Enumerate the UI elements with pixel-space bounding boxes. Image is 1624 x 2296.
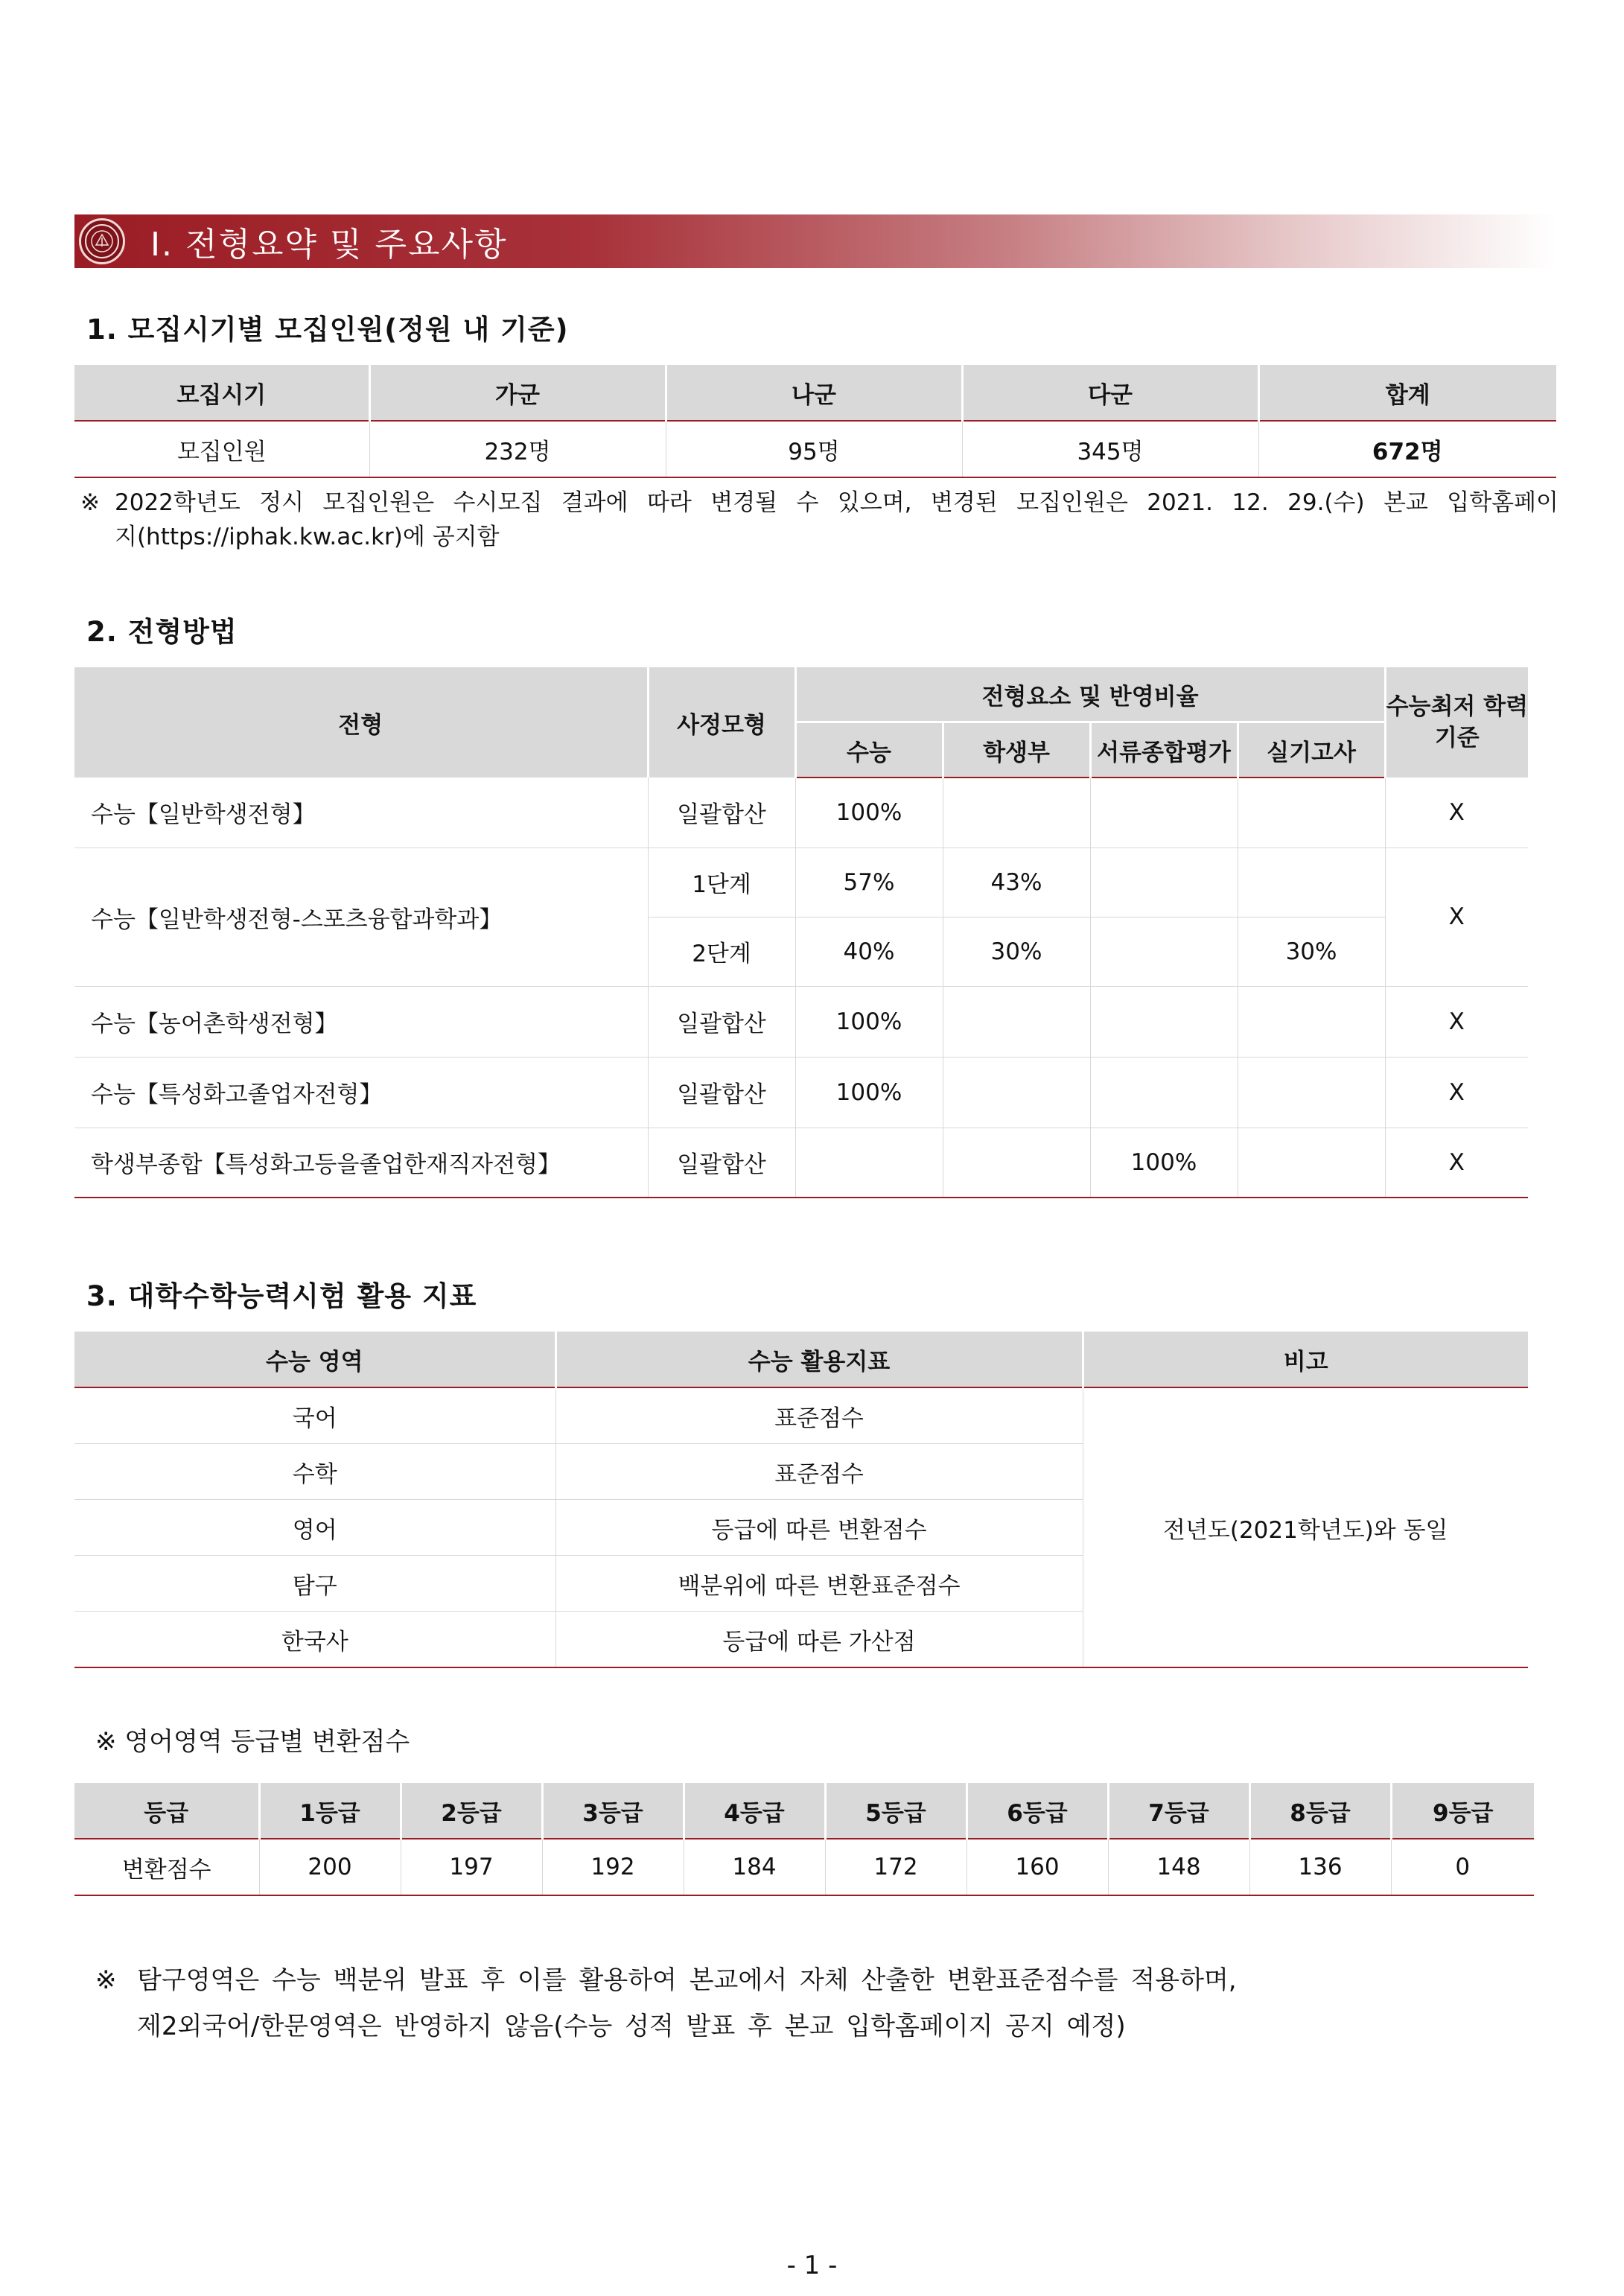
- header-cell: 5등급: [825, 1783, 967, 1839]
- table-cell: 백분위에 따른 변환표준점수: [555, 1556, 1083, 1612]
- header-docs: 서류종합평가: [1090, 722, 1238, 778]
- header-cell: 다군: [962, 365, 1258, 421]
- table-cell: [1238, 1057, 1385, 1128]
- table-cell: 표준점수: [555, 1444, 1083, 1500]
- header-minimum: 수능최저 학력기준: [1385, 667, 1528, 777]
- table-cell: 수학: [74, 1444, 555, 1500]
- table-cell: 40%: [795, 917, 943, 986]
- table-cell: 172: [825, 1839, 967, 1895]
- table-cell: 모집인원: [74, 421, 369, 477]
- table-cell: [943, 1128, 1090, 1198]
- table-cell: 136: [1249, 1839, 1391, 1895]
- table-row: [74, 848, 1528, 917]
- table-cell: [1238, 777, 1385, 848]
- header-cell: 가군: [369, 365, 666, 421]
- table-cell: 일괄합산: [648, 986, 795, 1057]
- header-cell: 8등급: [1249, 1783, 1391, 1839]
- table-cell: [943, 777, 1090, 848]
- table-cell: X: [1385, 1057, 1528, 1128]
- banner-title: Ⅰ. 전형요약 및 주요사항: [150, 226, 508, 264]
- table-cell: [943, 986, 1090, 1057]
- header-elements: 전형요소 및 반영비율: [795, 667, 1385, 722]
- header-cell: 6등급: [967, 1783, 1108, 1839]
- table-cell: 148: [1108, 1839, 1249, 1895]
- table-cell: X: [1385, 777, 1528, 848]
- note-line: 지(https://iphak.kw.ac.kr)에 공지함: [115, 524, 500, 550]
- table-row: [74, 1839, 1534, 1895]
- note-line: 2022학년도 정시 모집인원은 수시모집 결과에 따라 변경될 수 있으며, 변경된 모집인원은 2021. 12. 29.(수) 본교 입학홈페이: [115, 489, 1558, 516]
- table-cell: 학생부종합【특성화고등을졸업한재직자전형】: [74, 1128, 648, 1198]
- header-cell: 7등급: [1108, 1783, 1249, 1839]
- header-cell: 모집시기: [74, 365, 369, 421]
- table-cell: 1단계: [648, 848, 795, 917]
- header-cell: 3등급: [542, 1783, 684, 1839]
- table-cell: 등급에 따른 변환점수: [555, 1500, 1083, 1556]
- section3-heading: 3. 대학수학능력시험 활용 지표: [86, 1280, 477, 1312]
- header-cell: 비고: [1083, 1332, 1528, 1387]
- header-suneung: 수능: [795, 722, 943, 778]
- table-cell: 200: [259, 1839, 401, 1895]
- table-cell: [1238, 848, 1385, 917]
- remark-cell: 전년도(2021학년도)와 동일: [1083, 1387, 1528, 1667]
- table-cell: [1090, 1057, 1238, 1128]
- table-cell: 57%: [795, 848, 943, 917]
- table-cell: 95명: [666, 421, 962, 477]
- table-cell: [1090, 986, 1238, 1057]
- table-cell: 수능【특성화고졸업자전형】: [74, 1057, 648, 1128]
- selection-method-table: [74, 667, 1528, 1198]
- table-header-row: [74, 365, 1556, 421]
- table-cell: 345명: [962, 421, 1258, 477]
- table-cell: [1090, 777, 1238, 848]
- table-cell: [1090, 917, 1238, 986]
- page-number: - 1 -: [786, 2251, 838, 2280]
- table-cell: 30%: [943, 917, 1090, 986]
- table-cell: 국어: [74, 1387, 555, 1444]
- section2-heading: 2. 전형방법: [86, 616, 238, 648]
- table-header-row: [74, 1332, 1528, 1387]
- table-cell: [1090, 848, 1238, 917]
- table-row: [74, 986, 1528, 1057]
- table-cell: X: [1385, 986, 1528, 1057]
- header-cell: 4등급: [684, 1783, 825, 1839]
- table-cell: 232명: [369, 421, 666, 477]
- header-cell: 합계: [1258, 365, 1556, 421]
- english-grade-note: ※ 영어영역 등급별 변환점수: [95, 1727, 410, 1757]
- table-row: [74, 421, 1556, 477]
- note-line: 제2외국어/한문영역은 반영하지 않음(수능 성적 발표 후 본교 입학홈페이지 공지 예정): [137, 2012, 1126, 2041]
- recruitment-note: [80, 486, 1558, 554]
- table-cell: 184: [684, 1839, 825, 1895]
- university-seal-icon: [79, 218, 125, 264]
- table-cell: [943, 1057, 1090, 1128]
- header-type: 전형: [74, 667, 648, 777]
- table-cell: [1238, 986, 1385, 1057]
- table-cell: 수능【농어촌학생전형】: [74, 986, 648, 1057]
- header-cell: 9등급: [1391, 1783, 1534, 1839]
- recruitment-table: [74, 365, 1556, 478]
- table-cell: 일괄합산: [648, 1128, 795, 1198]
- table-cell: 수능【일반학생전형-스포츠융합과학과】: [74, 848, 648, 986]
- table-header-row: [74, 667, 1528, 722]
- table-cell: 일괄합산: [648, 777, 795, 848]
- table-cell: [1238, 1128, 1385, 1198]
- note-mark: ※: [95, 1965, 117, 1995]
- table-cell: 일괄합산: [648, 1057, 795, 1128]
- table-header-row: [74, 1783, 1534, 1839]
- table-cell: 43%: [943, 848, 1090, 917]
- header-cell: 등급: [74, 1783, 259, 1839]
- table-cell: 192: [542, 1839, 684, 1895]
- note-line: 탐구영역은 수능 백분위 발표 후 이를 활용하여 본교에서 자체 산출한 변환표준점수를 적용하며,: [137, 1965, 1237, 1995]
- table-row: [74, 777, 1528, 848]
- header-record: 학생부: [943, 722, 1090, 778]
- table-cell: 160: [967, 1839, 1108, 1895]
- header-cell: 2등급: [401, 1783, 542, 1839]
- table-cell: 100%: [795, 1057, 943, 1128]
- table-cell: X: [1385, 1128, 1528, 1198]
- table-cell: 영어: [74, 1500, 555, 1556]
- section-banner: [74, 214, 1556, 268]
- table-cell: 표준점수: [555, 1387, 1083, 1444]
- table-cell: 수능【일반학생전형】: [74, 777, 648, 848]
- suneung-index-table: [74, 1332, 1528, 1668]
- header-practical: 실기고사: [1238, 722, 1385, 778]
- table-cell: 100%: [795, 986, 943, 1057]
- header-model: 사정모형: [648, 667, 795, 777]
- table-cell: [795, 1128, 943, 1198]
- table-cell: 0: [1391, 1839, 1534, 1895]
- header-cell: 수능 영역: [74, 1332, 555, 1387]
- note-mark: ※: [80, 489, 100, 516]
- header-cell: 1등급: [259, 1783, 401, 1839]
- english-grade-table: [74, 1783, 1534, 1896]
- header-cell: 나군: [666, 365, 962, 421]
- total-cell: 672명: [1258, 421, 1556, 477]
- table-cell: 탐구: [74, 1556, 555, 1612]
- table-cell: 100%: [1090, 1128, 1238, 1198]
- table-cell: 한국사: [74, 1612, 555, 1668]
- header-cell: 수능 활용지표: [555, 1332, 1083, 1387]
- inquiry-note: [95, 1957, 1510, 2049]
- table-row: [74, 1057, 1528, 1128]
- table-cell: X: [1385, 848, 1528, 986]
- table-cell: 2단계: [648, 917, 795, 986]
- table-cell: 197: [401, 1839, 542, 1895]
- table-cell: 30%: [1238, 917, 1385, 986]
- table-cell: 등급에 따른 가산점: [555, 1612, 1083, 1668]
- table-row: [74, 1387, 1528, 1444]
- section1-heading: 1. 모집시기별 모집인원(정원 내 기준): [86, 314, 569, 346]
- table-cell: 변환점수: [74, 1839, 259, 1895]
- table-row: [74, 1128, 1528, 1198]
- table-cell: 100%: [795, 777, 943, 848]
